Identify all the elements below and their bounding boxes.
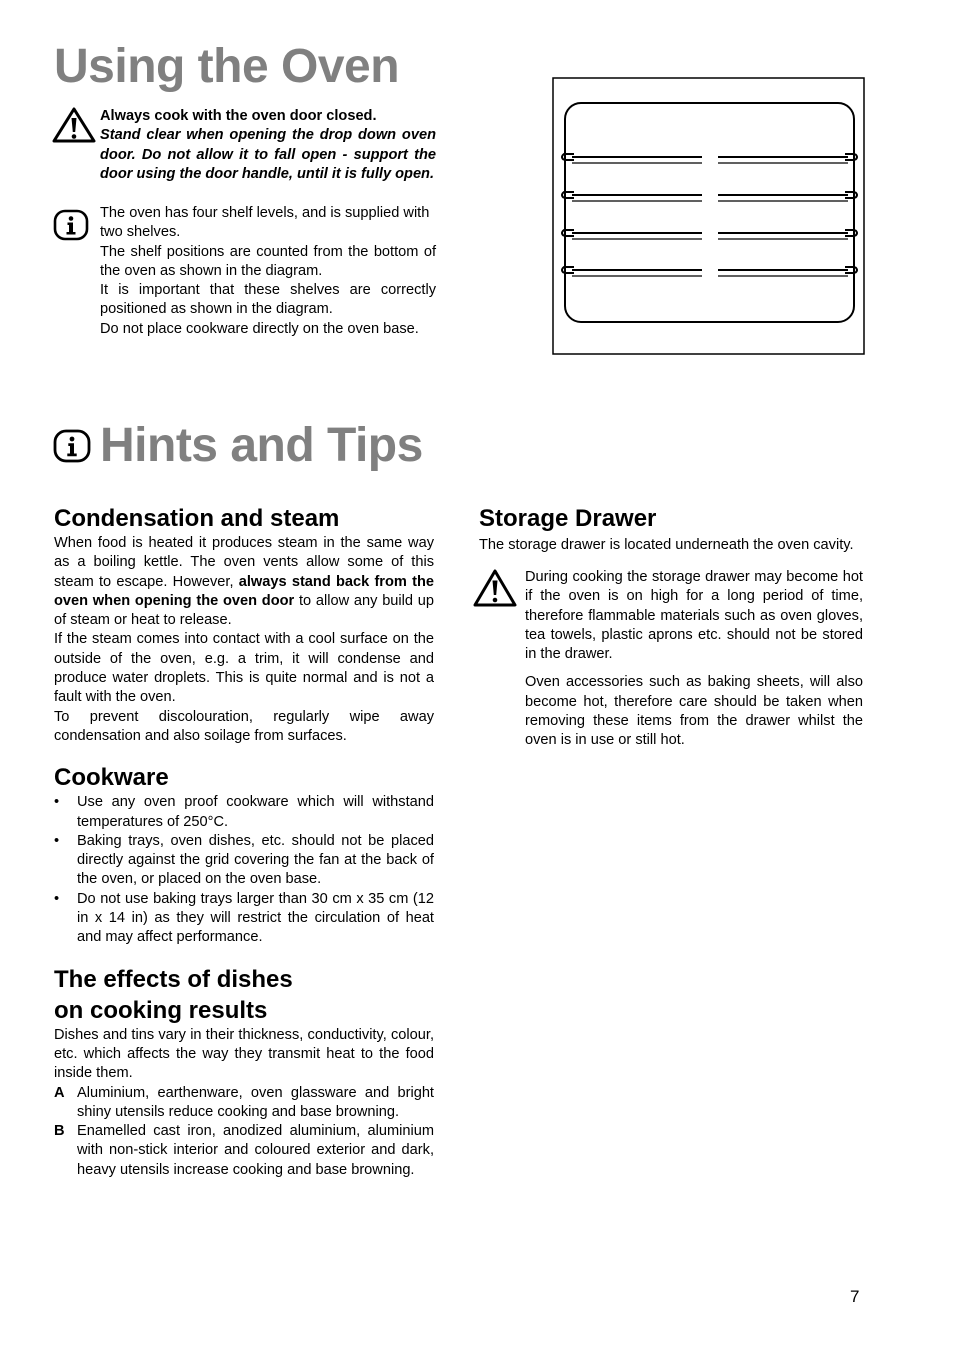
- list-item: • Do not use baking trays larger than 30 cm x 35 cm (12 in x 14 in) as they will restrict the circulation of heat and may affect performance.: [54, 890, 434, 946]
- storage-warning-paragraph: Oven accessories such as baking sheets, will also become hot, therefore care should be taken when removing these items from the drawer whilst the oven is in use or still hot.: [525, 674, 863, 749]
- page-title-hints: Hints and Tips: [100, 419, 423, 472]
- info-paragraph: The shelf positions are counted from the bottom of the oven as shown in the diagram.: [100, 243, 436, 279]
- condensation-paragraph: To prevent discolouration, regularly wipe away condensation and also soilage from surfaces.: [54, 708, 434, 744]
- oven-shelf-diagram: [552, 77, 865, 355]
- info-icon: [53, 209, 89, 241]
- list-item: • Baking trays, oven dishes, etc. should not be placed directly against the grid covering the fan at the back of the oven, or placed on the oven base.: [54, 832, 434, 888]
- cookware-heading: Cookware: [54, 764, 169, 792]
- warning-italic-text: Stand clear when opening the drop down oven door. Do not allow it to fall open - support the door using the door handle, until it is fully open.: [100, 127, 436, 182]
- warning-bold-text: Always cook with the oven door closed.: [100, 108, 377, 124]
- shelf-info-block: [100, 204, 436, 339]
- right-column: [479, 503, 863, 555]
- info-paragraph: Do not place cookware directly on the oven base.: [100, 320, 419, 337]
- effects-item-b: B Enamelled cast iron, anodized aluminium, aluminium with non-stick interior and coloured exterior and dark, heavy utensils increase cooking and base browning.: [54, 1123, 434, 1178]
- storage-warning-block: [525, 568, 863, 751]
- info-icon: [53, 429, 91, 463]
- effects-item-a: A Aluminium, earthenware, oven glassware and bright shiny utensils reduce cooking and base browning.: [54, 1084, 434, 1120]
- warning-triangle-icon: [472, 568, 518, 608]
- oven-door-warning: [100, 107, 436, 184]
- page-title-using-oven: Using the Oven: [54, 40, 400, 93]
- condensation-paragraph: When food is heated it produces steam in the same way as a boiling kettle. The oven vents allow some of this steam to escape. However, always stand back from the oven when opening the oven door to allow any build up of steam or heat to release.: [54, 535, 435, 629]
- info-paragraph: It is important that these shelves are correctly positioned as shown in the diagram.: [100, 282, 436, 318]
- page-number: 7: [850, 1287, 860, 1306]
- effects-heading: The effects of dishes on cooking results: [54, 965, 293, 1024]
- list-item: • Use any oven proof cookware which will withstand temperatures of 250°C.: [54, 794, 434, 830]
- storage-intro: The storage drawer is located underneath the oven cavity.: [479, 537, 854, 553]
- left-column: [54, 503, 434, 1180]
- condensation-paragraph: If the steam comes into contact with a cool surface on the outside of the oven, e.g. a trim, it will condense and produce water droplets. This is quite normal and is not a fault with the oven.: [54, 631, 434, 706]
- cookware-list: [54, 793, 434, 947]
- warning-triangle-icon: [51, 106, 97, 144]
- condensation-heading: Condensation and steam: [54, 505, 340, 532]
- storage-heading: Storage Drawer: [479, 505, 657, 532]
- storage-warning-paragraph: During cooking the storage drawer may become hot if the oven is on high for a long period of time, therefore flammable materials such as oven gloves, tea towels, plastic aprons etc. should not be stored in the drawer.: [525, 569, 863, 663]
- effects-intro: Dishes and tins vary in their thickness, conductivity, colour, etc. which affects the way they transmit heat to the food inside them.: [54, 1026, 434, 1082]
- info-paragraph: The oven has four shelf levels, and is supplied with two shelves.: [100, 205, 430, 241]
